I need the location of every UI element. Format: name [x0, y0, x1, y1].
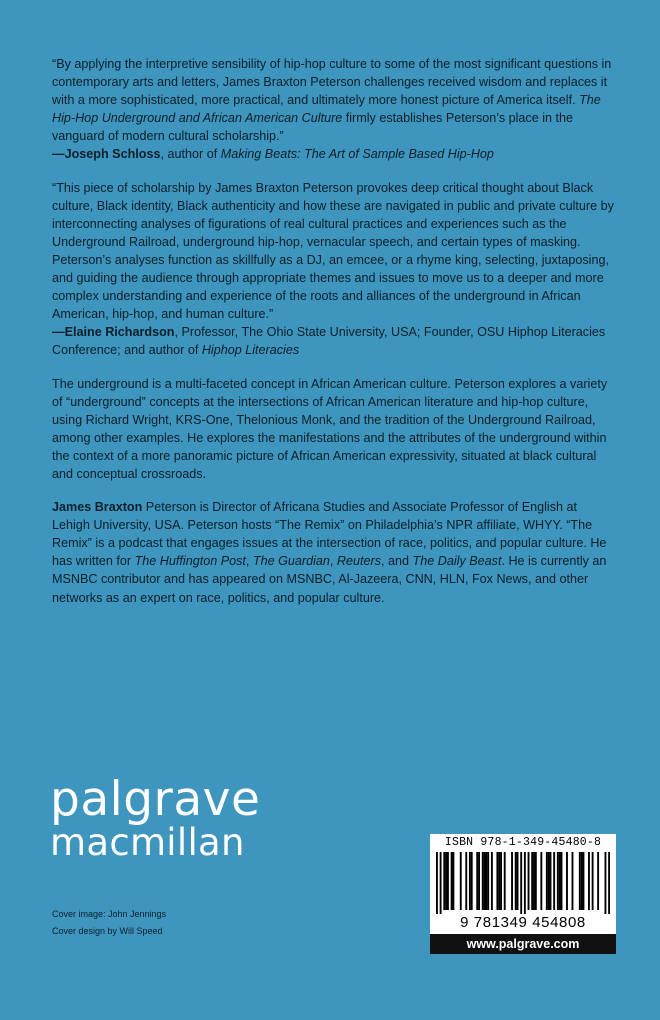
- publisher-website: www.palgrave.com: [430, 934, 616, 954]
- back-cover-text: [52, 55, 618, 622]
- barcode-bar: [469, 852, 471, 910]
- barcode-bar: [445, 852, 447, 910]
- barcode-bar: [550, 852, 552, 910]
- barcode-bar: [592, 852, 594, 910]
- barcode-bar: [498, 852, 500, 910]
- isbn-barcode-box: [430, 834, 616, 934]
- barcode-bar: [447, 852, 449, 910]
- barcode-bar: [452, 852, 454, 910]
- book-description: The underground is a multi-faceted concept in African American culture. Peterson explores a variety of “underground” concepts at the intersections of African American literature and hip-hop culture, using Richard Wright, KRS-One, Thelonious Monk, and the tradition of the Underground Railroad, among other examples. He explores the manifestations and the attributes of the underground within the context of a more panoramic picture of African American expressivity, situated at black cultural and conceptual crossroads.: [52, 376, 608, 481]
- barcode-bar: [597, 852, 599, 910]
- barcode-bar: [566, 852, 568, 910]
- barcode-bar: [443, 852, 445, 910]
- barcode-bar: [533, 852, 535, 910]
- barcode-bar: [546, 852, 548, 910]
- cover-design-credit: Cover design by Will Speed: [52, 926, 163, 936]
- barcode-bar: [608, 852, 610, 914]
- barcode-bar: [436, 852, 438, 914]
- barcode-bar: [517, 852, 519, 910]
- barcode-bar: [583, 852, 585, 910]
- barcode-bar: [471, 852, 473, 910]
- barcode-bar: [557, 852, 559, 910]
- blurb-attribution-2: —Elaine Richardson, Professor, The Ohio State University, USA; Founder, OSU Hiphop Literacies Conference; and author of Hiphop Literacies: [52, 325, 606, 358]
- barcode-bar: [553, 852, 555, 910]
- barcode-bar: [500, 852, 502, 910]
- barcode-bar: [487, 852, 489, 910]
- barcode-bar: [465, 852, 467, 910]
- barcode-bar: [491, 852, 493, 910]
- barcode: [436, 852, 610, 914]
- barcode-bar: [528, 852, 530, 910]
- author-bio: James Braxton Peterson is Director of Africana Studies and Associate Professor of English at Lehigh University, USA. Peterson hosts “The Remix” on Philadelphia’s NPR affiliate, WHYY. “The Remix” is a podcast that engages issues at the intersection of race, politics, and popular culture. He has written for The Huffington Post, The Guardian, Reuters, and The Daily Beast. He is currently an MSNBC contributor and has appeared on MSNBC, Al-Jazeera, CNN, HLN, Fox News, and other networks as an expert on race, politics, and popular culture.: [52, 500, 607, 605]
- publisher-logo: [50, 772, 261, 864]
- barcode-bar: [520, 852, 522, 914]
- cover-credits: [52, 906, 166, 940]
- barcode-bar: [504, 852, 506, 910]
- publisher-logo-line1: palgrave: [50, 772, 261, 827]
- barcode-bar: [440, 852, 442, 914]
- barcode-bar: [572, 852, 574, 910]
- barcode-bar: [476, 852, 478, 910]
- blurb-attribution-1: —Joseph Schloss, author of Making Beats: The Art of Sample Based Hip-Hop: [52, 147, 494, 162]
- barcode-bar: [540, 852, 542, 910]
- barcode-bar: [535, 852, 537, 910]
- barcode-bar: [484, 852, 486, 910]
- barcode-bar: [531, 852, 533, 910]
- barcode-bar: [485, 852, 487, 910]
- barcode-bar: [605, 852, 607, 914]
- barcode-bar: [482, 852, 484, 910]
- barcode-bar: [515, 852, 517, 910]
- barcode-bar: [548, 852, 550, 910]
- barcode-bar: [561, 852, 563, 910]
- blurb-quote-1: “By applying the interpretive sensibility of hip-hop culture to some of the most significant questions in contemporary arts and letters, James Braxton Peterson challenges received wisdom and replaces it with a more sophisticated, more practical, and ultimately more honest picture of America itself. The Hip-Hop Underground and African American Culture firmly establishes Peterson’s place in the vanguard of modern cultural scholarship.” —Joseph Schloss, author of Making Beats: The Art of Sample Based Hip-Hop: [52, 55, 618, 164]
- barcode-bar: [478, 852, 480, 910]
- cover-image-credit: Cover image: John Jennings: [52, 909, 167, 919]
- barcode-bar: [588, 852, 590, 910]
- barcode-bar: [559, 852, 561, 910]
- barcode-bar: [511, 852, 513, 910]
- barcode-bar: [496, 852, 498, 910]
- blurb-quote-2: “This piece of scholarship by James Braxton Peterson provokes deep critical thought about Black culture, Black identity, Black authenticity and how these are navigated in public and private culture by interconnecting analyses of figurations of real cultural practices and experiences such as the Underground Railroad, underground hip-hop, vernacular speech, and certain types of masking. Peterson’s analyses function as skillfully as a DJ, an emcee, or a rhyme king, selecting, juxtaposing, and guiding the audience through appropriate themes and issues to move us to a deeper and more complex understanding and experience of the roots and alliances of the underground in African American, hip-hop, and human culture.” —Elaine Richardson, Professor, The Ohio State University, USA; Founder, OSU Hiphop Literacies Conference; and author of Hiphop Literacies: [52, 179, 618, 360]
- isbn-label: ISBN 978-1-349-45480-8: [444, 836, 602, 849]
- barcode-bar: [579, 852, 581, 910]
- barcode-bar: [451, 852, 453, 910]
- barcode-bar: [581, 852, 583, 910]
- barcode-digits: 9 781349 454808: [460, 914, 586, 931]
- book-title: The Hip-Hop Underground and African American Culture: [52, 93, 601, 126]
- barcode-bar: [460, 852, 462, 910]
- barcode-bar: [524, 852, 526, 914]
- publisher-logo-line2: macmillan: [50, 821, 245, 864]
